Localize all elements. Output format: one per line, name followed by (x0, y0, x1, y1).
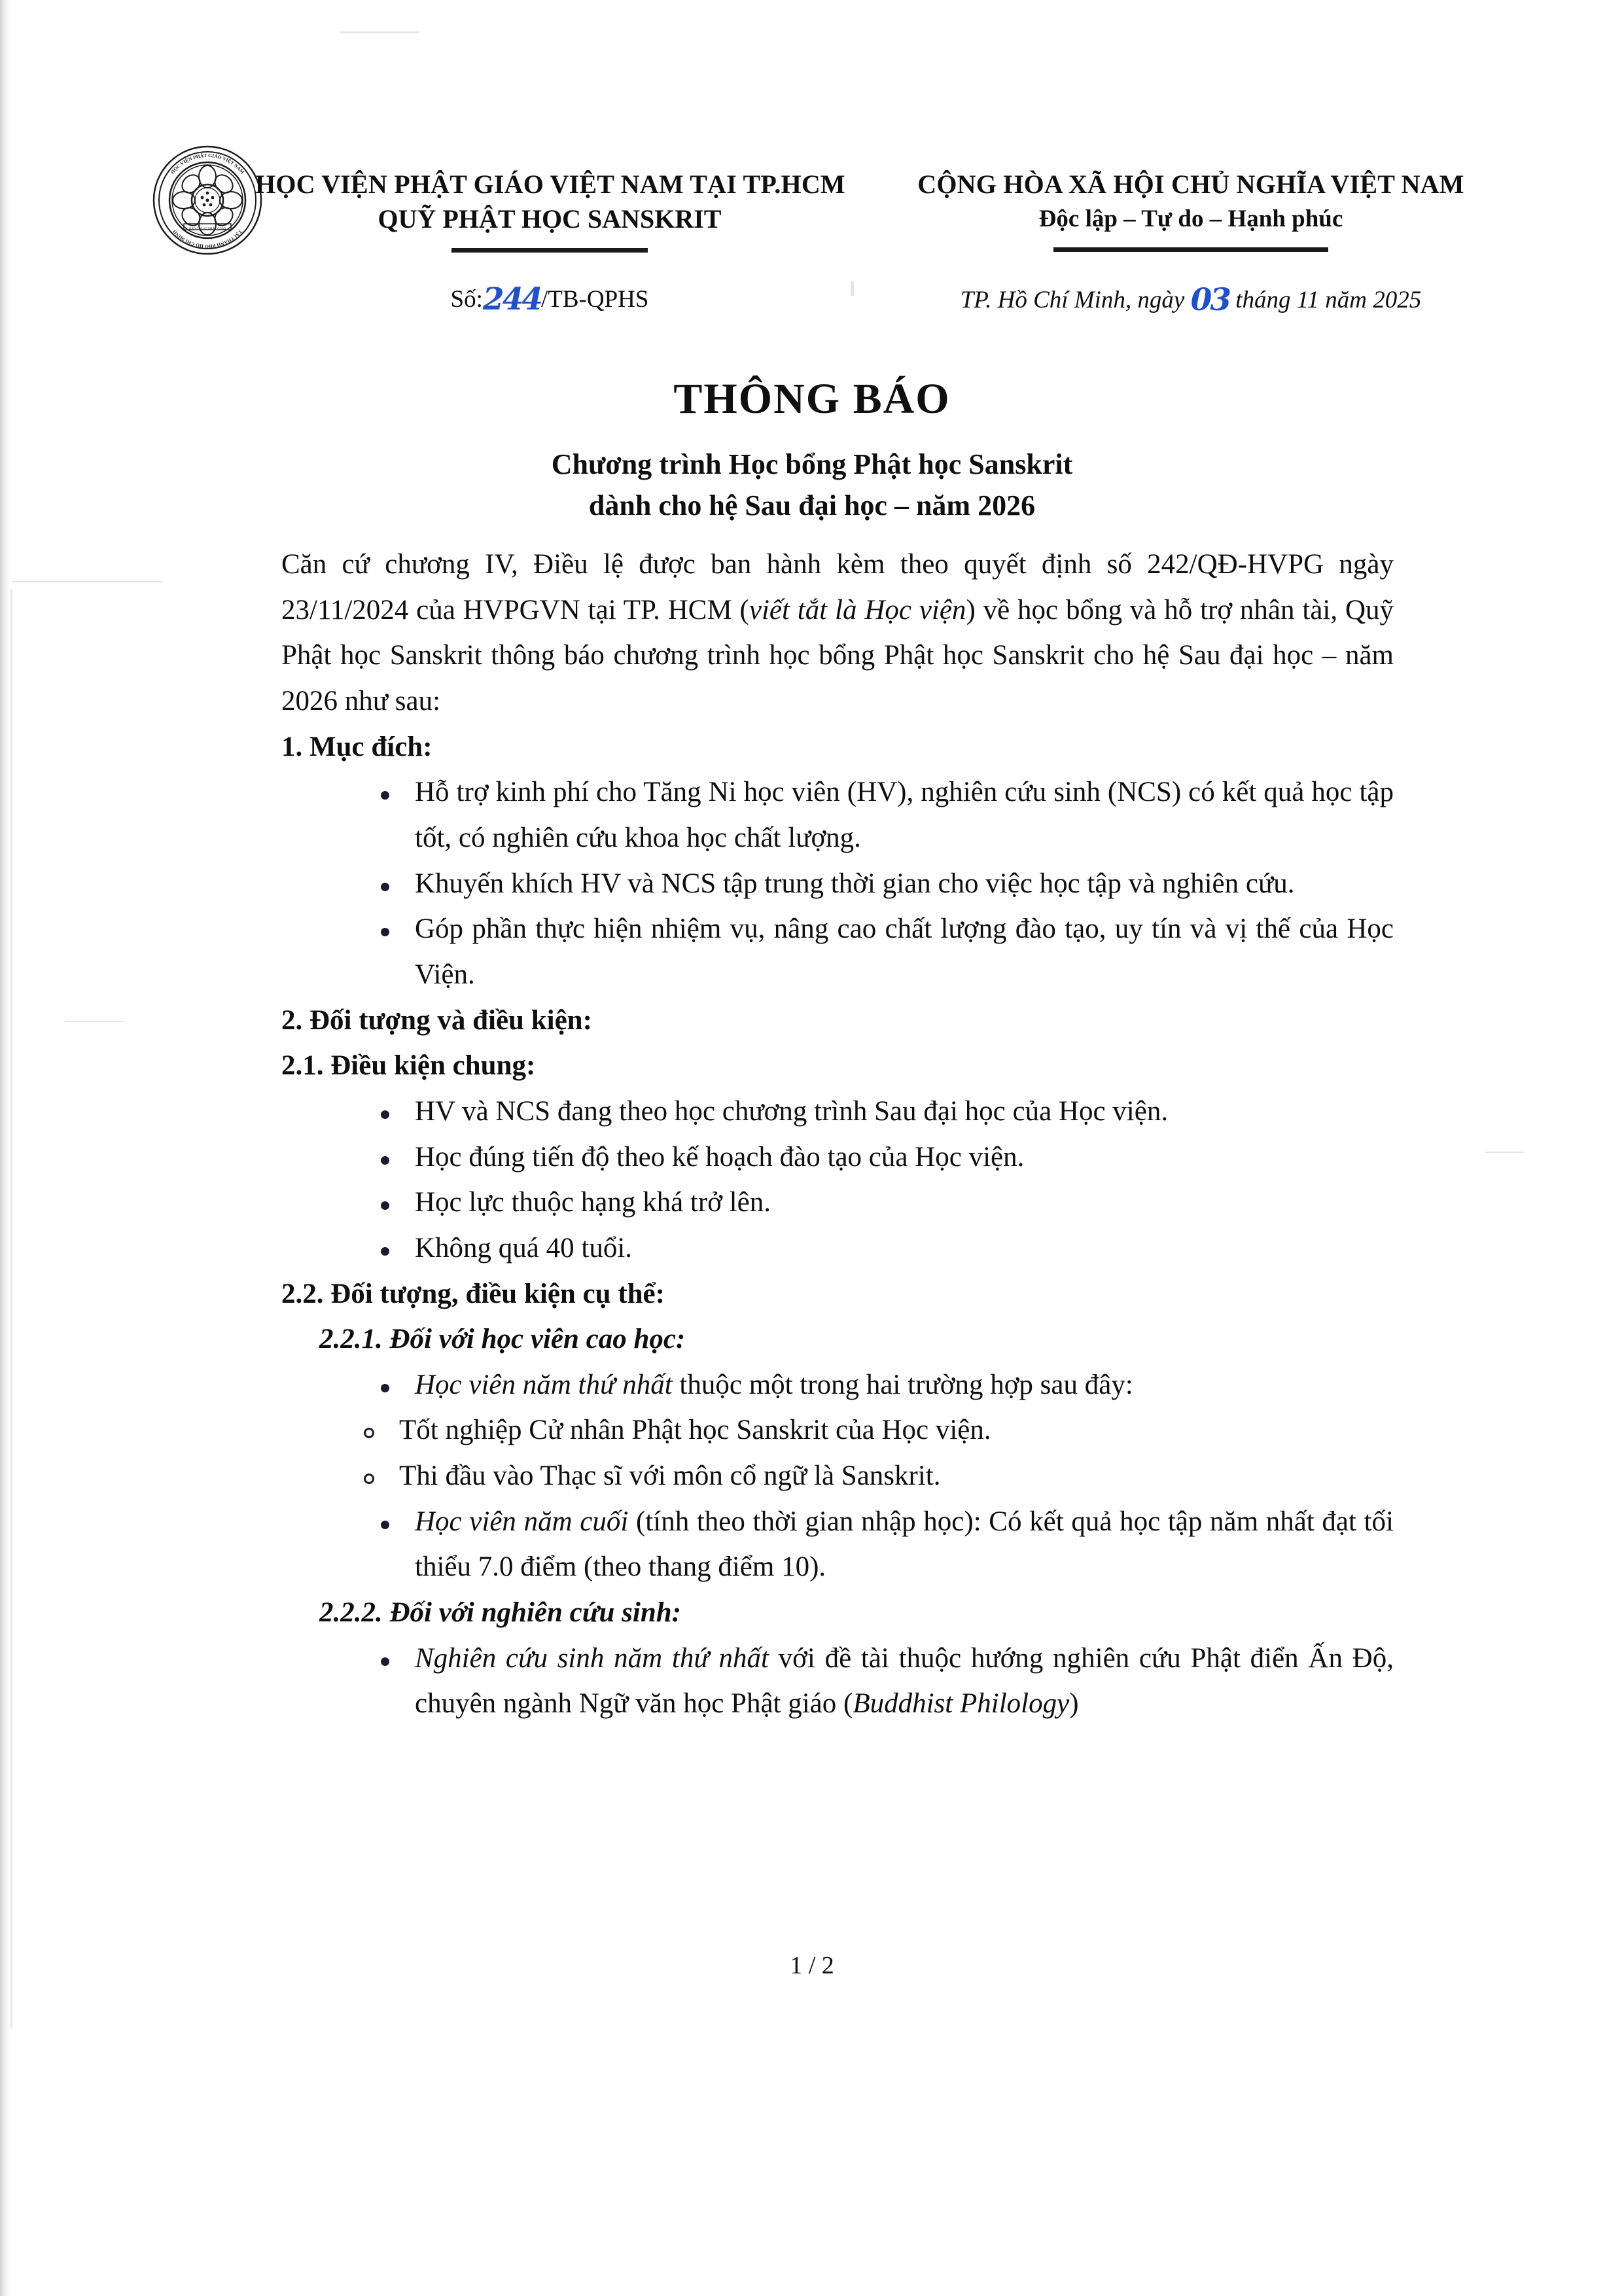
list-item (378, 1499, 1394, 1590)
page-subtitle-line1: Chương trình Học bổng Phật học Sanskrit (551, 448, 1073, 481)
section-2-2-1-sub-bullet-list (281, 1407, 1394, 1498)
intro-paragraph (281, 542, 1394, 724)
list-item: Tốt nghiệp Cử nhân Phật học Sanskrit của Học viện. (362, 1407, 1394, 1453)
section-2-2-heading: 2.2. Đối tượng, điều kiện cụ thể: (281, 1278, 665, 1309)
scan-edge-artifact-secondary (10, 589, 12, 2028)
list-item-text: (tính theo thời gian nhập học): Có kết quả học tập năm nhất đạt tối thiểu 7.0 điểm (theo thang điểm 10). (415, 1506, 1394, 1583)
list-item: HV và NCS đang theo học chương trình Sau đại học của Học viện. (378, 1089, 1394, 1135)
national-divider-rule (1053, 247, 1328, 252)
list-item-emphasis: Học viên năm cuối (415, 1506, 629, 1537)
date-prefix: TP. Hồ Chí Minh, ngày (960, 287, 1185, 314)
page-subtitle (0, 444, 1624, 526)
page-title: THÔNG BÁO (673, 375, 951, 423)
section-1-heading: 1. Mục đích: (281, 731, 432, 762)
list-item (378, 1362, 1394, 1408)
title-block (0, 373, 1624, 526)
place-and-date-row (877, 279, 1505, 319)
list-item (378, 1636, 1394, 1727)
national-name: CỘNG HÒA XÃ HỘI CHỦ NGHĨA VIỆT NAM (917, 169, 1464, 199)
list-item: Học lực thuộc hạng khá trở lên. (378, 1180, 1394, 1226)
list-item-emphasis: Nghiên cứu sinh năm thứ nhất (415, 1642, 769, 1674)
university-seal-icon (152, 145, 262, 255)
list-item-text: thuộc một trong hai trường hợp sau đây: (672, 1369, 1133, 1400)
org-divider-rule (451, 248, 648, 253)
issuing-organization-block (255, 169, 845, 318)
intro-part-3: ) về học bổng và hỗ trợ nhân tài, Quỹ Phật học Sanskrit thông báo chương trình học bổng Phật học Sanskrit cho hệ Sau đại học – năm 2026 như sau: (281, 594, 1394, 716)
page-number-footer: 1 / 2 (790, 1952, 834, 1979)
section-1-bullet-list (281, 769, 1394, 997)
page-subtitle-line2: dành cho hệ Sau đại học – năm 2026 (588, 489, 1036, 521)
list-item: Thi đầu vào Thạc sĩ với môn cổ ngữ là Sanskrit. (362, 1453, 1394, 1499)
list-item-emphasis-latin: Buddhist Philology (853, 1688, 1070, 1720)
section-2-2-2-bullet-list (281, 1636, 1394, 1727)
list-item-emphasis: Học viên năm thứ nhất (415, 1369, 673, 1400)
org-name-line2: QUỸ PHẬT HỌC SANSKRIT (378, 204, 722, 234)
list-item-text: với đề tài thuộc hướng nghiên cứu Phật điển Ấn Độ, chuyên ngành Ngữ văn học Phật giáo ( (415, 1642, 1394, 1720)
document-number-suffix: /TB-QPHS (540, 286, 649, 313)
intro-abbrev-italic: viết tắt là Học viện (749, 594, 966, 626)
list-item: Không quá 40 tuổi. (378, 1226, 1394, 1271)
svg-text:HỌC VIỆN PHẬT GIÁO VIỆT NAM: HỌC VIỆN PHẬT GIÁO VIỆT NAM (169, 152, 246, 175)
national-motto-block (877, 169, 1505, 319)
date-suffix: tháng 11 năm 2025 (1235, 287, 1422, 314)
svg-text:TẠI THÀNH PHỐ HỒ CHÍ MINH: TẠI THÀNH PHỐ HỒ CHÍ MINH (171, 228, 244, 250)
document-number-handwritten: 244 (482, 281, 541, 318)
scan-speck-artifact (340, 31, 419, 33)
scan-line-artifact (12, 581, 162, 582)
document-number-row (255, 279, 844, 318)
scan-speck-artifact (65, 1021, 124, 1022)
document-header (0, 128, 1624, 344)
list-item: Khuyến khích HV và NCS tập trung thời gian cho việc học tập và nghiên cứu. (378, 861, 1394, 907)
date-day-handwritten: 03 (1190, 282, 1229, 319)
section-2-1-bullet-list (281, 1089, 1394, 1271)
document-number-label: Số: (450, 286, 483, 313)
list-item: Góp phần thực hiện nhiệm vụ, nâng cao chất lượng đào tạo, uy tín và vị thế của Học Viện. (378, 906, 1394, 997)
section-2-2-2-heading: 2.2.2. Đối với nghiên cứu sinh: (319, 1597, 681, 1629)
section-2-heading: 2. Đối tượng và điều kiện: (281, 1004, 592, 1036)
national-motto: Độc lập – Tự do – Hạnh phúc (1038, 205, 1343, 233)
svg-text:BAN TRỊ SỰ PHẬT GIÁO: BAN TRỊ SỰ PHẬT GIÁO (189, 228, 226, 231)
section-2-2-1-bullet-list-continued (281, 1499, 1394, 1590)
section-2-1-heading: 2.1. Điều kiện chung: (281, 1050, 536, 1082)
list-item: Học đúng tiến độ theo kế hoạch đào tạo của Học viện. (378, 1135, 1394, 1180)
list-item: Hỗ trợ kinh phí cho Tăng Ni học viên (HV), nghiên cứu sinh (NCS) có kết quả học tập tốt, có nghiên cứu khoa học chất lượng. (378, 769, 1394, 860)
section-2-2-1-bullet-list (281, 1362, 1394, 1408)
scan-speck-artifact (1485, 1152, 1525, 1153)
document-body (281, 542, 1394, 1727)
list-item-text-end: ) (1069, 1688, 1079, 1720)
org-name-line1: HỌC VIỆN PHẬT GIÁO VIỆT NAM TẠI TP.HCM (255, 169, 845, 199)
intro-part-1: Căn cứ chương IV, Điều lệ được ban hành kèm theo quyết định số 242/QĐ-HVPG ngày 23/11/2024 của HVPGVN tại TP. HCM ( (281, 549, 1394, 626)
section-2-2-1-heading: 2.2.1. Đối với học viên cao học: (319, 1324, 686, 1355)
